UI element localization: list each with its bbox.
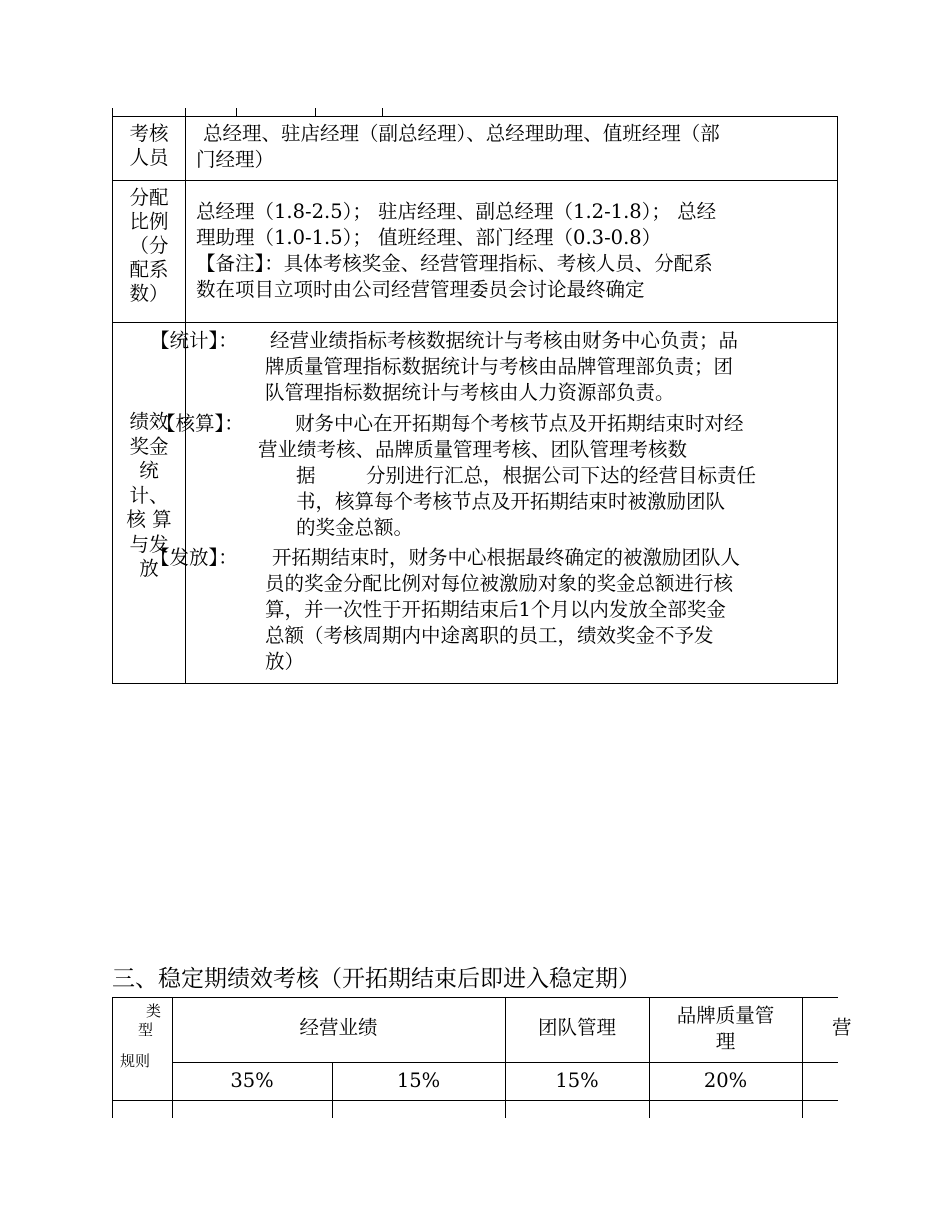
table-border bbox=[112, 997, 113, 1118]
stat-tag: 【统计】： bbox=[150, 329, 238, 352]
table-border bbox=[112, 997, 838, 998]
pct-1: 35% bbox=[230, 1069, 274, 1092]
table-border bbox=[185, 116, 186, 683]
issue-line-2: 员的奖金分配比例对每位被激励对象的奖金总额进行核 bbox=[265, 572, 734, 595]
table-border bbox=[112, 116, 838, 117]
header-allocation-ratio: 分配 比例 （分 配系 数） bbox=[129, 186, 169, 305]
assessed-staff-line-1: 总经理、驻店经理（副总经理）、总经理助理、值班经理（部 bbox=[203, 122, 720, 145]
calc-line-1: 财务中心在开拓期每个考核节点及开拓期结束时对经 bbox=[295, 412, 744, 435]
col-partial-label: 营 bbox=[832, 1016, 852, 1039]
section-title: 三、稳定期绩效考核（开拓期结束后即进入稳定期） bbox=[112, 966, 641, 992]
issue-line-3: 算，并一次性于开拓期结束后1个月以内发放全部奖金 bbox=[265, 598, 726, 621]
issue-line-5: 放） bbox=[265, 650, 305, 673]
issue-tag: 【发放】： bbox=[150, 546, 238, 569]
calc-line-5: 的奖金总额。 bbox=[296, 516, 414, 539]
table-tick bbox=[112, 108, 113, 116]
pct-2: 15% bbox=[396, 1069, 441, 1092]
table-tick bbox=[185, 108, 186, 116]
assessed-staff-line-2: 门经理） bbox=[196, 148, 275, 171]
stat-line-3: 队管理指标数据统计与考核由人力资源部负责。 bbox=[265, 381, 675, 404]
pct-4: 20% bbox=[703, 1069, 748, 1092]
table-border bbox=[112, 683, 838, 684]
pct-3: 15% bbox=[555, 1069, 599, 1092]
table-border bbox=[112, 1100, 838, 1101]
issue-line-1: 开拓期结束时，财务中心根据最终确定的被激励团队人 bbox=[272, 546, 741, 569]
col-partial bbox=[802, 1015, 852, 1041]
calc-line-4: 书，核算每个考核节点及开拓期结束时被激励团队 bbox=[296, 490, 726, 513]
col-brand-quality-1: 品牌质量管 bbox=[676, 1004, 775, 1027]
issue-line-4: 总额（考核周期内中途离职的员工，绩效奖金不予发 bbox=[265, 624, 714, 647]
table-border bbox=[837, 116, 838, 683]
col-brand-quality-2: 理 bbox=[715, 1030, 736, 1053]
corner-type-1: 类 bbox=[146, 1002, 162, 1020]
ratio-note-line-2: 数在项目立项时由公司经营管理委员会讨论最终确定 bbox=[196, 278, 645, 301]
ratio-line-2: 理助理（1.0-1.5）； 值班经理、部门经理（0.3-0.8） bbox=[196, 226, 662, 249]
calc-line-3b: 分别进行汇总，根据公司下达的经营目标责任 bbox=[366, 464, 757, 487]
table-border bbox=[112, 116, 113, 683]
calc-line-3a: 据 bbox=[296, 464, 316, 487]
calc-tag: 【核算】： bbox=[156, 412, 244, 435]
table-tick bbox=[236, 108, 237, 116]
table-border bbox=[112, 322, 838, 323]
table-border bbox=[112, 180, 838, 181]
ratio-line-1: 总经理（1.8-2.5）； 驻店经理、副总经理（1.2-1.8）； 总经 bbox=[196, 200, 717, 223]
corner-rule: 规则 bbox=[120, 1052, 151, 1070]
col-business-performance: 经营业绩 bbox=[299, 1016, 378, 1039]
ratio-note-line-1: 【备注】：具体考核奖金、经营管理指标、考核人员、分配系 bbox=[196, 252, 713, 275]
stat-line-2: 牌质量管理指标数据统计与考核由品牌管理部负责；团 bbox=[265, 355, 734, 378]
col-team-management: 团队管理 bbox=[537, 1016, 616, 1039]
calc-line-2: 营业绩考核、品牌质量管理考核、团队管理考核数 bbox=[258, 438, 688, 461]
stat-line-1: 经营业绩指标考核数据统计与考核由财务中心负责；品 bbox=[270, 329, 739, 352]
header-assessed-staff: 考核 人员 bbox=[129, 122, 169, 169]
table-tick bbox=[382, 108, 383, 116]
corner-type-2: 型 bbox=[138, 1021, 154, 1039]
table-tick bbox=[315, 108, 316, 116]
header-bonus-process: 绩效 奖金 统 计、 核 算 与发 放 bbox=[126, 410, 172, 580]
